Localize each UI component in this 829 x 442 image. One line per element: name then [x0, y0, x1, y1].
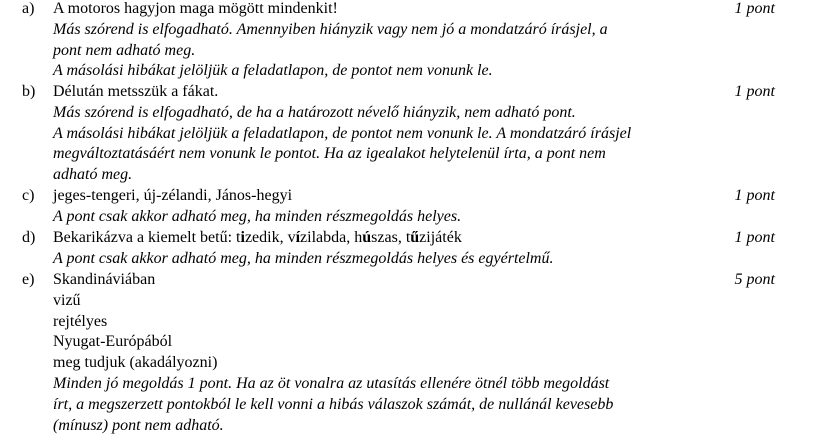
item-answer: Nyugat-Európából	[53, 333, 173, 351]
item-answer: rejtélyes	[53, 312, 108, 330]
item-answer-line	[0, 312, 829, 333]
item-note: (mínusz) pont nem adható.	[53, 416, 224, 434]
item-note: adható meg.	[53, 166, 133, 184]
item-answer: A motoros hagyjon maga mögött mindenkit!	[53, 0, 338, 17]
item-b	[0, 82, 829, 186]
item-note: A pont csak akkor adható meg, ha minden részmegoldás helyes és egyértelmű.	[53, 249, 554, 267]
item-letter: d)	[22, 229, 36, 246]
item-answer: Skandináviában	[53, 271, 156, 288]
circled-letter: ű	[410, 229, 420, 246]
answer-text: zilabda, h	[300, 229, 363, 246]
item-answer: meg tudjuk (akadályozni)	[53, 354, 218, 372]
item-c	[0, 186, 829, 228]
item-note: Más szórend is elfogadható, de ha a határozott névelő hiányzik, nem adható pont.	[53, 103, 576, 121]
item-d	[0, 228, 829, 270]
item-points: 1 pont	[734, 229, 775, 246]
item-note: A másolási hibákat jelöljük a feladatlapon, de pontot nem vonunk le. A mondatzáró írásjel	[53, 124, 632, 142]
item-note: Más szórend is elfogadható. Amennyiben hiányzik vagy nem jó a mondatzáró írásjel, a	[53, 20, 608, 38]
item-a-answer-line	[0, 0, 829, 20]
item-note: pont nem adható meg.	[53, 41, 196, 59]
item-e	[0, 270, 829, 436]
item-letter: e)	[22, 271, 35, 288]
item-a	[0, 0, 829, 82]
item-note: Minden jó megoldás 1 pont. Ha az öt vonalra az utasítás ellenére ötnél több megoldást	[53, 374, 610, 392]
item-points: 1 pont	[734, 0, 775, 17]
item-answer: jeges-tengeri, új-zélandi, János-hegyi	[53, 187, 293, 204]
item-answer	[53, 228, 462, 249]
answer-text: szas, t	[371, 229, 411, 246]
item-c-answer-line	[0, 186, 829, 207]
answer-text: zijáték	[419, 229, 462, 246]
item-answer-line	[0, 291, 829, 312]
item-points: 1 pont	[734, 187, 775, 204]
item-note: A pont csak akkor adható meg, ha minden részmegoldás helyes.	[53, 207, 462, 225]
item-b-answer-line	[0, 82, 829, 103]
item-letter: c)	[22, 187, 35, 204]
item-note: megváltoztatásáért nem vonunk le pontot. Ha az igealakot helytelenül írta, a pont nem	[53, 145, 606, 163]
item-points: 1 pont	[734, 83, 775, 100]
item-letter: a)	[22, 0, 35, 17]
item-d-answer-line	[0, 228, 829, 249]
item-answer: vizű	[53, 291, 81, 309]
item-points: 5 pont	[734, 271, 775, 288]
item-note: A másolási hibákat jelöljük a feladatlapon, de pontot nem vonunk le.	[53, 62, 493, 80]
answer-text: zedik, v	[244, 229, 296, 246]
circled-letter: i	[240, 229, 245, 246]
item-answer-line	[0, 353, 829, 374]
circled-letter: í	[295, 229, 301, 246]
item-answer-line	[0, 332, 829, 353]
answer-text: Bekarikázva a kiemelt betű: t	[53, 229, 241, 246]
item-letter: b)	[22, 83, 36, 100]
item-note: írt, a megszerzett pontokból le kell vonni a hibás válaszok számát, de nullánál kevesebb	[53, 395, 614, 413]
item-answer: Délután metsszük a fákat.	[53, 83, 219, 100]
item-e-answer-line	[0, 270, 829, 291]
circled-letter: ú	[362, 229, 372, 246]
